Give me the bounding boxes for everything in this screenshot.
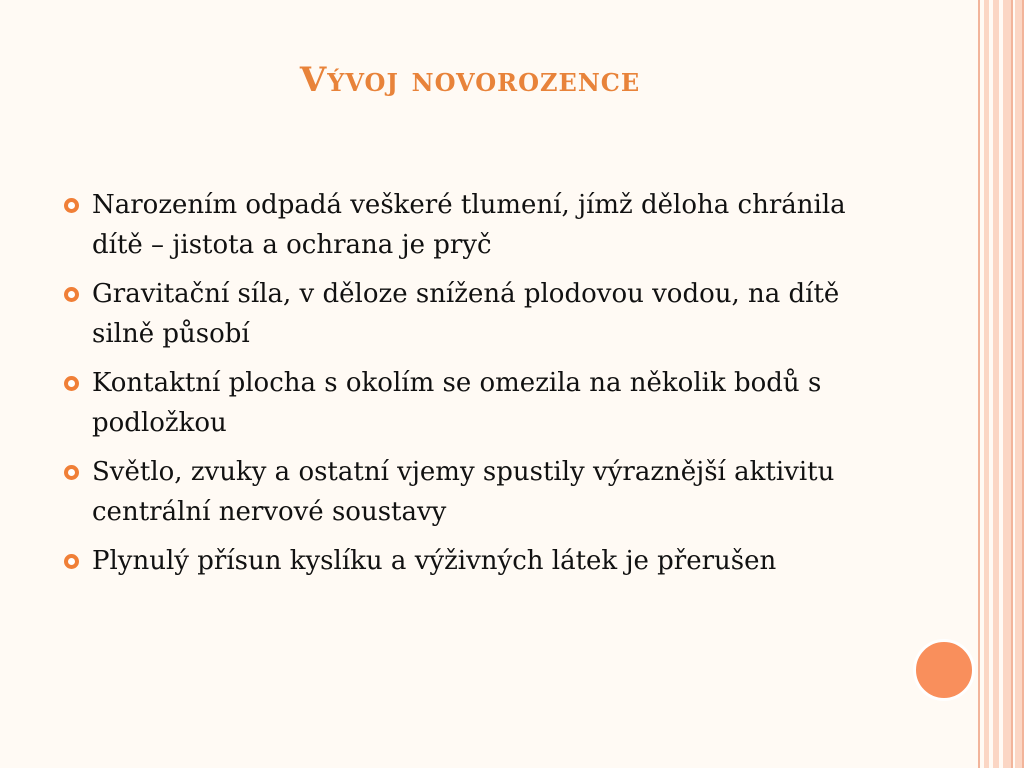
bullet-text: Narozením odpadá veškeré tlumení, jímž děloha chránila dítě – jistota a ochrana je pryč [92,190,846,260]
bullet-item [64,452,894,532]
bullet-marker-icon [64,465,79,480]
bullet-marker-icon [64,287,79,302]
decorative-stripe [993,0,999,768]
bullet-text: Kontaktní plocha s okolím se omezila na několik bodů s podložkou [92,368,822,438]
bullet-text: Světlo, zvuky a ostatní vjemy spustily výraznější aktivitu centrální nervové soustavy [92,457,835,527]
decorative-circle [913,639,975,701]
decorative-stripe [1011,0,1013,768]
bullet-item [64,363,894,443]
bullet-marker-icon [64,376,79,391]
bullet-marker-icon [64,554,79,569]
bullet-text: Plynulý přísun kyslíku a výživných látek je přerušen [92,546,777,576]
decorative-stripe [1003,0,1011,768]
bullet-list [64,185,894,590]
bullet-marker-icon [64,198,79,213]
slide-title: Vývoj novorozence [299,60,641,100]
bullet-item [64,274,894,354]
bullet-item [64,541,894,581]
bullet-text: Gravitační síla, v děloze snížená plodovou vodou, na dítě silně působí [92,279,840,349]
decorative-stripe [978,0,980,768]
decorative-stripe [984,0,989,768]
bullet-item [64,185,894,265]
